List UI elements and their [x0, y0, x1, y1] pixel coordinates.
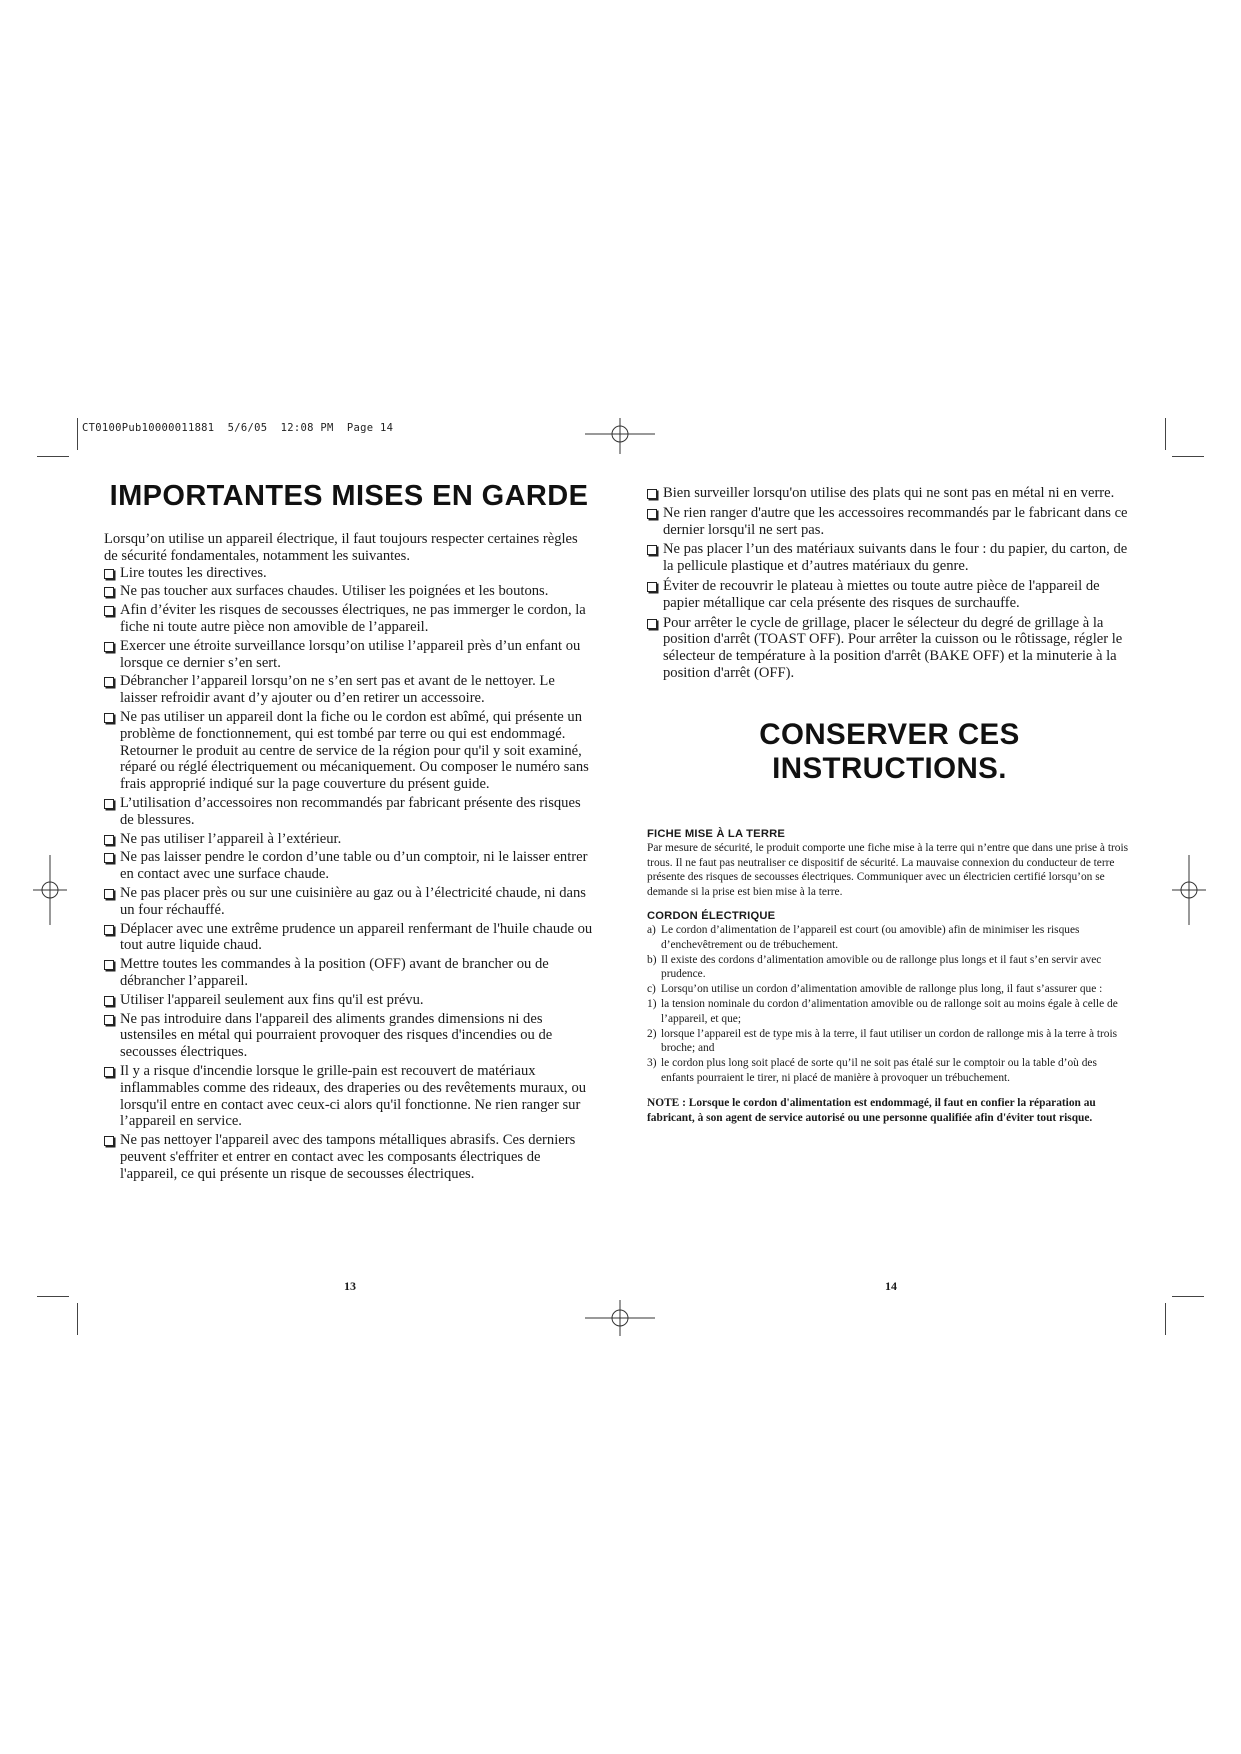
registration-mark-right: [1172, 855, 1206, 925]
list-item: a) Le cordon d’alimentation de l’appareil est court (ou amovible) afin de minimiser les risques d’enchevêtrement ou de trébuchement.: [647, 923, 1080, 951]
grounded-plug-text: Par mesure de sécurité, le produit comporte une fiche mise à la terre qui n’entre que dans une prise à trois trous. Il ne faut pas neutraliser ce dispositif de sécurité. La mauvaise connexion du conducteur de terre présente des risques de secousses électriques. Communiquer avec un électricien certifié lorsqu’on se demande si la prise est bien mise à la terre.: [647, 841, 1129, 899]
checkbox-icon: [647, 489, 657, 499]
page-number-right: 14: [885, 1279, 897, 1293]
list-item: 2) lorsque l’appareil est de type mis à la terre, il faut utiliser un cordon de rallonge mis à la terre à trois broche; and: [647, 1027, 1118, 1055]
checkbox-icon: [104, 587, 114, 597]
list-item: b) Il existe des cordons d’alimentation amovible ou de rallonge plus longs et il faut s’en servir avec prudence.: [647, 953, 1102, 981]
crop-mark: [1165, 418, 1166, 450]
list-item: L’utilisation d’accessoires non recommandés par fabricant présente des risques de blessures.: [104, 795, 594, 829]
checkbox-icon: [104, 1015, 114, 1025]
checkbox-icon: [647, 619, 657, 629]
list-item: Ne pas placer près ou sur une cuisinière au gaz ou à l’électricité chaude, ni dans un four réchauffé.: [104, 885, 594, 919]
list-item: Ne pas utiliser un appareil dont la fiche ou le cordon est abîmé, qui présente un problème de fonctionnement, qui est tombé par terre ou qui est endommagé. Retourner le produit au centre de service de la région pour qu'il y soit examiné, réparé ou réglé électriquement ou mécaniquement. Ou composer le numéro sans frais approprié indiqué sur la page couverture du présent guide.: [104, 709, 594, 793]
list-item: Bien surveiller lorsqu'on utilise des plats qui ne sont pas en métal ni en verre.: [647, 485, 1132, 502]
checkbox-icon: [104, 642, 114, 652]
list-item: Ne pas toucher aux surfaces chaudes. Utiliser les poignées et les boutons.: [104, 583, 594, 600]
checkbox-icon: [104, 996, 114, 1006]
checkbox-icon: [647, 582, 657, 592]
registration-mark-top: [585, 418, 655, 454]
checkbox-icon: [104, 799, 114, 809]
page-number-left: 13: [344, 1279, 356, 1293]
printer-slug: CT0100Pub10000011881 5/6/05 12:08 PM Page 14: [82, 422, 394, 434]
crop-mark: [77, 1303, 78, 1335]
list-item: Lire toutes les directives.: [104, 565, 594, 582]
list-item: Ne pas placer l’un des matériaux suivants dans le four : du papier, du carton, de la pellicule plastique et d’autres matériaux du genre.: [647, 541, 1132, 575]
list-item: Il y a risque d'incendie lorsque le grille-pain est recouvert de matériaux inflammables comme des rideaux, des draperies ou des revêtements muraux, ou lorsqu'il entre en contact avec ceux-ci alors qu'il fonctionne. Ne rien ranger sur l’appareil en service.: [104, 1063, 594, 1130]
safety-list-continued: [647, 485, 1132, 682]
list-item: Ne pas laisser pendre le cordon d’une table ou d’un comptoir, ni le laisser entrer en contact avec une surface chaude.: [104, 849, 594, 883]
section-heading-cord: CORDON ÉLECTRIQUE: [647, 909, 776, 922]
checkbox-icon: [647, 545, 657, 555]
checkbox-icon: [104, 569, 114, 579]
list-item: Afin d’éviter les risques de secousses électriques, ne pas immerger le cordon, la fiche ni toute autre pièce non amovible de l’appareil.: [104, 602, 594, 636]
intro-text: Lorsqu’on utilise un appareil électrique, il faut toujours respecter certaines règles de sécurité fondamentales, notamment les suivantes.: [104, 531, 578, 564]
registration-mark-bottom: [585, 1300, 655, 1336]
crop-mark: [1172, 1296, 1204, 1297]
crop-mark: [77, 418, 78, 450]
list-item: Déplacer avec une extrême prudence un appareil renfermant de l'huile chaude ou tout autre liquide chaud.: [104, 921, 594, 955]
left-page: [104, 480, 594, 1184]
list-item: c) Lorsqu’on utilise un cordon d’alimentation amovible de rallonge plus long, il faut s’assurer que :: [647, 983, 1103, 996]
page-title: IMPORTANTES MISES EN GARDE: [109, 480, 589, 512]
list-item: Ne pas utiliser l’appareil à l’extérieur.: [104, 831, 594, 848]
crop-mark: [1172, 456, 1204, 457]
list-item: Ne pas nettoyer l'appareil avec des tampons métalliques abrasifs. Ces derniers peuvent s'effriter et entrer en contact avec les composants électriques de l'appareil, ce qui présente un risque de secousses électriques.: [104, 1132, 594, 1182]
checkbox-icon: [104, 677, 114, 687]
list-item: Ne pas introduire dans l'appareil des aliments grandes dimensions ni des ustensiles en métal qui pourraient provoquer des risques d'incendies ou de secousses électriques.: [104, 1011, 594, 1061]
list-item: Exercer une étroite surveillance lorsqu’on utilise l’appareil près d’un enfant ou lorsque ce dernier s’en sert.: [104, 638, 594, 672]
list-item: 1) la tension nominale du cordon d’alimentation amovible ou de rallonge soit au moins égale à celle de l’appareil, et que;: [647, 997, 1118, 1025]
list-item: Ne rien ranger d'autre que les accessoires recommandés par le fabricant dans ce dernier lorsqu'il ne sert pas.: [647, 505, 1132, 539]
safety-list: [104, 565, 594, 1183]
checkbox-icon: [104, 835, 114, 845]
cord-list: [647, 923, 1132, 1086]
checkbox-icon: [104, 713, 114, 723]
checkbox-icon: [104, 606, 114, 616]
list-item: Mettre toutes les commandes à la position (OFF) avant de brancher ou de débrancher l’appareil.: [104, 956, 594, 990]
checkbox-icon: [104, 889, 114, 899]
checkbox-icon: [104, 1136, 114, 1146]
note-text: NOTE : Lorsque le cordon d'alimentation est endommagé, il faut en confier la réparation au fabricant, à son agent de service autorisé ou une personne qualifiée afin d'éviter tout risque.: [647, 1096, 1096, 1124]
checkbox-icon: [104, 853, 114, 863]
crop-mark: [37, 456, 69, 457]
section-heading-grounded-plug: FICHE MISE À LA TERRE: [647, 827, 786, 840]
list-item: Pour arrêter le cycle de grillage, placer le sélecteur du degré de grillage à la position d'arrêt (TOAST OFF). Pour arrêter la cuisson ou le rôtissage, régler le sélecteur de température à la position d'arrêt (BAKE OFF) et la minuterie à la position d'arrêt (OFF).: [647, 615, 1132, 682]
checkbox-icon: [104, 1067, 114, 1077]
list-item: 3) le cordon plus long soit placé de sorte qu’il ne soit pas étalé sur le comptoir ou la table d’où des enfants pourraient le tirer, ni placé de manière à provoquer un trébuchement.: [647, 1057, 1097, 1084]
checkbox-icon: [104, 925, 114, 935]
checkbox-icon: [104, 960, 114, 970]
list-item: Éviter de recouvrir le plateau à miettes ou toute autre pièce de l'appareil de papier métallique car cela présente des risques de surchauffe.: [647, 578, 1132, 612]
crop-mark: [1165, 1303, 1166, 1335]
registration-mark-left: [33, 855, 67, 925]
crop-mark: [37, 1296, 69, 1297]
list-item: Utiliser l'appareil seulement aux fins qu'il est prévu.: [104, 992, 594, 1009]
checkbox-icon: [647, 509, 657, 519]
save-instructions-title: CONSERVER CES INSTRUCTIONS.: [759, 717, 1020, 785]
right-page: [647, 485, 1132, 1125]
list-item: Débrancher l’appareil lorsqu’on ne s’en sert pas et avant de le nettoyer. Le laisser refroidir avant d’y ajouter ou d’en retirer un accessoire.: [104, 673, 594, 707]
